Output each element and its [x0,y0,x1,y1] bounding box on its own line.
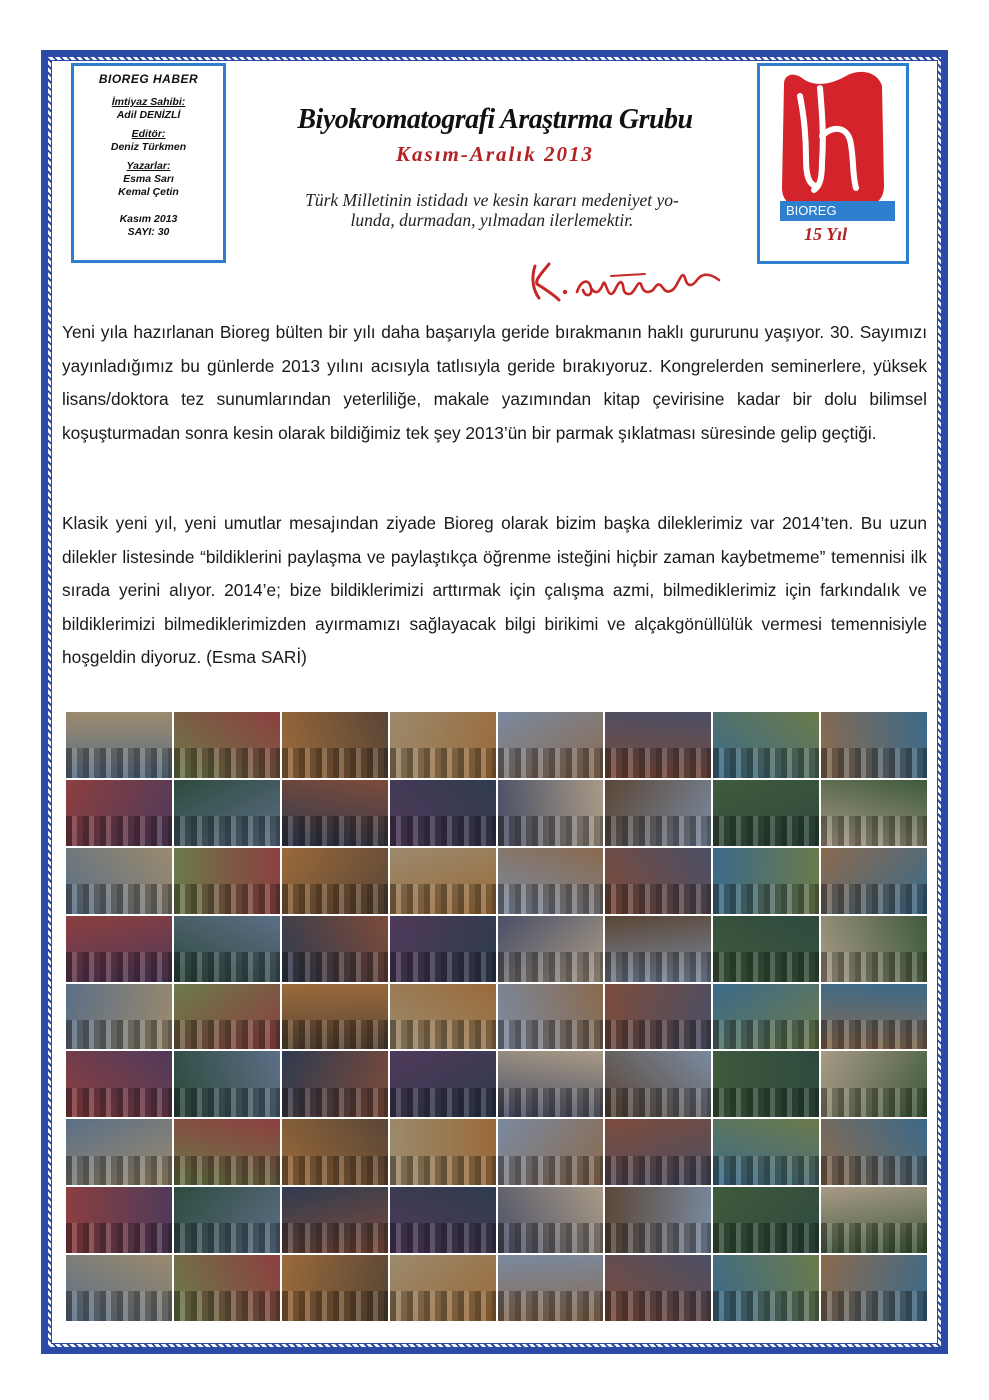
collage-photo [174,984,280,1050]
collage-photo [390,1255,496,1321]
collage-photo [282,1119,388,1185]
ataturk-signature [525,258,725,306]
collage-photo [390,984,496,1050]
collage-photo [174,712,280,778]
collage-photo [605,1187,711,1253]
collage-photo [498,916,604,982]
owner-label: İmtiyaz Sahibi: [111,96,186,108]
collage-photo [282,984,388,1050]
collage-photo [605,984,711,1050]
collage-photo [282,780,388,846]
collage-photo [713,984,819,1050]
collage-photo [713,848,819,914]
owner-name: Adil DENİZLİ [116,109,181,121]
collage-photo [821,848,927,914]
editor-label: Editör: [131,128,166,140]
collage-photo [282,712,388,778]
bioreg-label: BIOREG [780,201,895,221]
newsletter-name: BIOREG HABER [98,72,199,86]
collage-photo [605,1051,711,1117]
issue-period: Kasım-Aralık 2013 [396,142,594,166]
collage-photo [66,984,172,1050]
collage-photo [66,712,172,778]
collage-photo [498,712,604,778]
wishes-paragraph: Klasik yeni yıl, yeni umutlar mesajından ziyade Bioreg olarak bizim başka dileklerimiz var 2014’ten. Bu uzun dilekler listesinde “bildiklerini paylaşma ve paylaştıkça öğrenme isteğini hiçbir zaman kaybetmeme” temennisi ilk sırada yerini alıyor. 2014’e; bize bildiklerimizi arttırmak için çalışma azmi, bilmediklerimiz için farkındalık ve bildiklerimizi bilmediklerimizden ayırmamızı sağlayacak bilgi birikimi ve alçakgönüllülük vermesi temennisiyle hoşgeldin diyoruz. (Esma SARİ) [62,513,927,668]
quote-line: lunda, durmadan, yılmadan ilerlemektir. [350,210,634,230]
collage-photo [498,1051,604,1117]
editor-name: Deniz Türkmen [110,141,187,153]
collage-photo [174,780,280,846]
ataturk-quote [268,190,716,230]
collage-photo [713,712,819,778]
collage-photo [390,1119,496,1185]
author-name: Kemal Çetin [118,186,179,198]
collage-photo [713,1187,819,1253]
collage-photo [498,848,604,914]
collage-photo [282,1187,388,1253]
author-name: Esma Sarı [123,173,174,185]
collage-photo [390,780,496,846]
collage-photo [282,848,388,914]
collage-photo [174,1187,280,1253]
collage-photo [390,848,496,914]
bioreg-logo-box [757,63,909,264]
collage-photo [390,1051,496,1117]
collage-photo [821,984,927,1050]
group-title: Biyokromatografi Araştırma Grubu [297,104,693,135]
collage-photo [66,1051,172,1117]
collage-photo [713,1051,819,1117]
collage-photo [66,916,172,982]
collage-photo [605,1255,711,1321]
collage-photo [174,848,280,914]
collage-photo [66,848,172,914]
collage-photo [66,1119,172,1185]
collage-photo [390,916,496,982]
collage-photo [282,916,388,982]
collage-photo [498,1187,604,1253]
collage-photo [174,1255,280,1321]
collage-photo [498,984,604,1050]
collage-photo [821,1187,927,1253]
issue-date: Kasım 2013 [119,213,178,225]
collage-photo [821,1119,927,1185]
anniversary-label: 15 Yıl [804,224,848,244]
collage-photo [821,1051,927,1117]
quote-line: Türk Milletinin istidadı ve kesin kararı medeniyet yo- [305,190,679,210]
collage-photo [605,712,711,778]
collage-photo [282,1255,388,1321]
authors-label: Yazarlar: [126,160,171,172]
collage-photo [605,848,711,914]
collage-photo [498,1119,604,1185]
collage-photo [713,780,819,846]
collage-photo [390,1187,496,1253]
photo-collage [66,712,927,1321]
collage-photo [821,780,927,846]
collage-photo [174,916,280,982]
collage-photo [174,1119,280,1185]
collage-photo [498,780,604,846]
collage-photo [605,780,711,846]
collage-photo [605,1119,711,1185]
issue-number: SAYI: 30 [127,226,170,238]
collage-photo [713,1119,819,1185]
collage-photo [821,712,927,778]
collage-photo [821,1255,927,1321]
collage-photo [713,916,819,982]
collage-photo [821,916,927,982]
masthead-info-box [71,63,226,263]
collage-photo [66,1187,172,1253]
intro-paragraph: Yeni yıla hazırlanan Bioreg bülten bir yılı daha başarıyla geride bırakmanın haklı gururunu yaşıyor. 30. Sayımızı yayınladığımız bu günlerde 2013 yılını acısıyla tatlısıyla geride bırakıyoruz. Kongrelerden seminerlere, yüksek lisans/doktora tez sunumlarından yeterliliğe, makale yazımından kitap çevirisine kadar bir dolu bilimsel koşuşturmadan sonra kesin olarak bildiğimiz tek şey 2013’ün bir parmak şıklatması süresinde gelip geçtiği. [62,322,927,443]
collage-photo [390,712,496,778]
collage-photo [66,780,172,846]
collage-photo [66,1255,172,1321]
collage-photo [282,1051,388,1117]
collage-photo [605,916,711,982]
collage-photo [498,1255,604,1321]
collage-photo [174,1051,280,1117]
collage-photo [713,1255,819,1321]
